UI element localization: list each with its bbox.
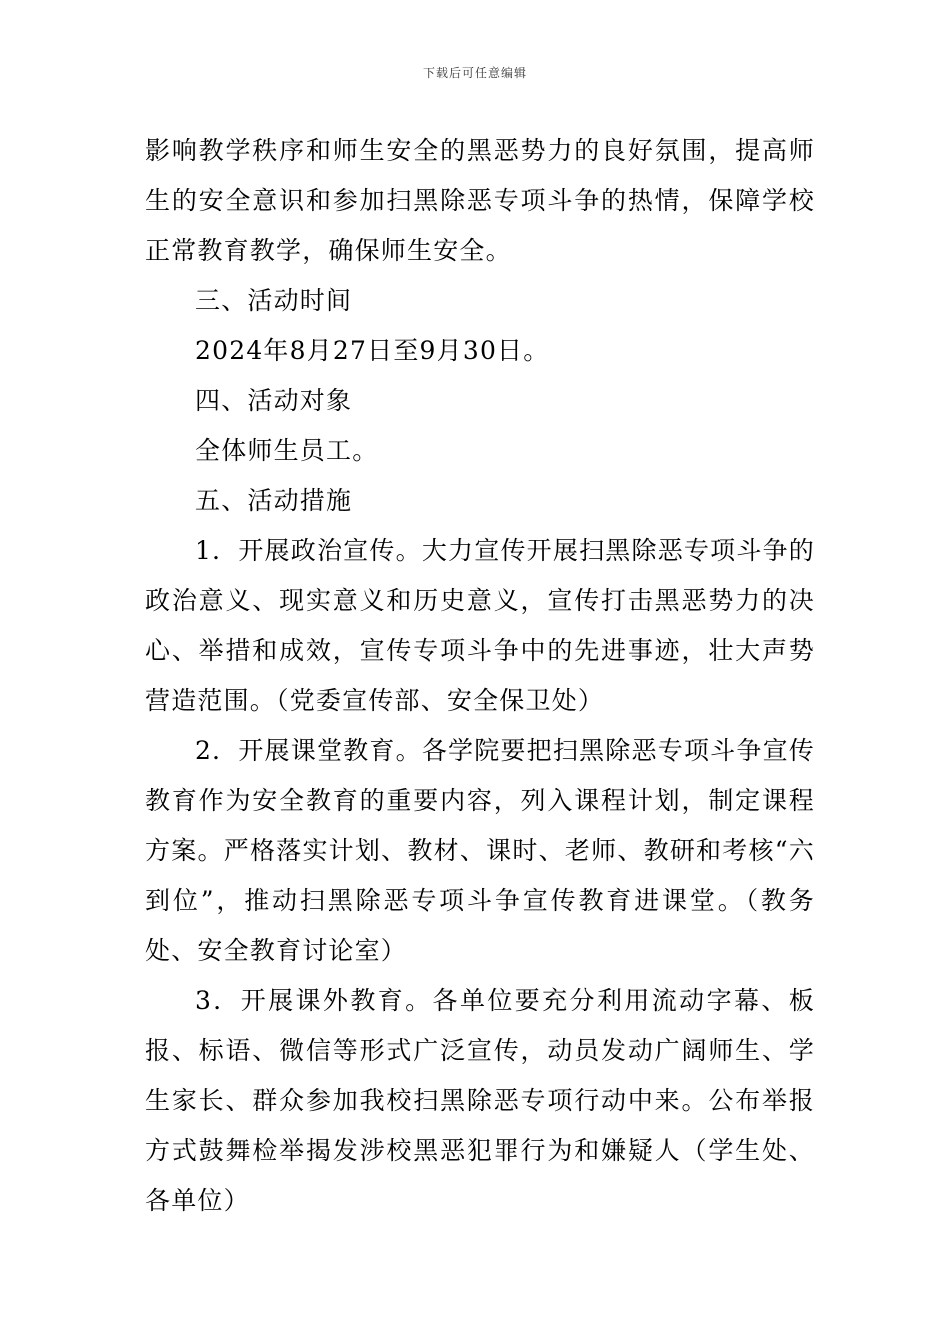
section-heading-activity-target: 四、活动对象 — [195, 386, 353, 415]
section-heading-activity-measures: 五、活动措施 — [195, 486, 353, 515]
measure-item-extracurricular-education: 3．开展课外教育。各单位要充分利用流动字幕、板报、标语、微信等形式广泛宣传，动员发动广阔师生、学生家长、群众参加我校扫黑除恶专项行动中来。公布举报方式鼓舞检举揭发涉校黑恶犯罪行为和嫌疑人（学生处、各单位） — [145, 986, 815, 1215]
measure-item-classroom-education: 2．开展课堂教育。各学院要把扫黑除恶专项斗争宣传教育作为安全教育的重要内容，列入课程计划，制定课程方案。严格落实计划、教材、课时、老师、教研和考核“六到位”，推动扫黑除恶专项斗争宣传教育进课堂。（教务处、安全教育讨论室） — [145, 736, 815, 965]
activity-date-range: 2024年8月27日至9月30日。 — [195, 336, 550, 365]
paragraph-continuation: 影响教学秩序和师生安全的黑恶势力的良好氛围，提高师生的安全意识和参加扫黑除恶专项斗争的热情，保障学校正常教育教学，确保师生安全。 — [145, 136, 815, 265]
activity-target-text: 全体师生员工。 — [195, 436, 379, 465]
section-heading-activity-time: 三、活动时间 — [195, 286, 353, 315]
measure-item-political-publicity: 1．开展政治宣传。大力宣传开展扫黑除恶专项斗争的政治意义、现实意义和历史意义，宣传打击黑恶势力的决心、举措和成效，宣传专项斗争中的先进事迹，壮大声势营造范围。（党委宣传部、安全保卫处） — [145, 536, 815, 715]
document-body — [145, 126, 815, 1226]
page-header-note: 下载后可任意编辑 — [422, 66, 527, 80]
